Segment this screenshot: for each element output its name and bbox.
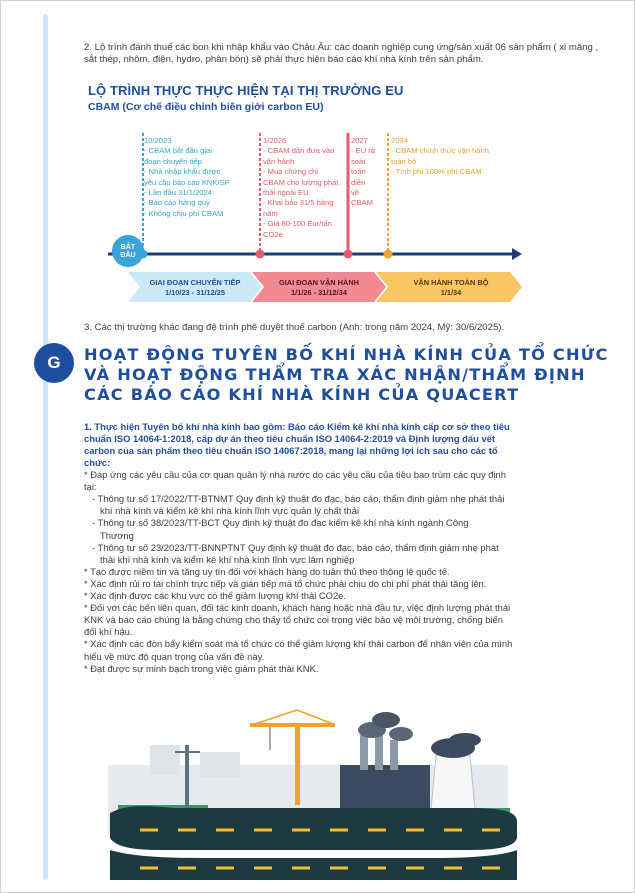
timeline-line: diện — [351, 177, 366, 187]
section-badge: G — [34, 343, 74, 383]
body-line: thải khí nhà kính và kiểm kê khí nhà kính lĩnh vực lâm nghiệp — [100, 553, 355, 565]
timeline-arrow-head — [512, 248, 522, 260]
timeline-line: về — [351, 188, 360, 198]
timeline-line: 2027 — [351, 136, 368, 145]
timeline-line: - EU rà — [351, 146, 376, 156]
section-title-line: HOẠT ĐỘNG TUYÊN BỐ KHÍ NHÀ KÍNH CỦA TỔ CHỨC — [84, 345, 609, 364]
timeline-line: - Khai báo 31/5 hàng — [263, 198, 334, 208]
phase-dates: 1/10/23 - 31/12/25 — [165, 288, 225, 297]
body-line: - Thông tư số 17/2022/TT-BTNMT Quy định kỹ thuật đo đạc, báo cáo, thẩm định giảm nhẹ phát thải — [92, 493, 505, 505]
timeline-column-2026 — [263, 136, 347, 240]
timeline-line: CBAM cho lượng phát — [263, 177, 339, 187]
timeline-line: 2034 — [391, 136, 408, 145]
timeline-line: CO2e — [263, 229, 283, 239]
timeline-column-2023 — [144, 136, 256, 219]
body-line: - Thông tư số 38/2023/TT-BCT Quy định kỹ thuật đo đạc kiểm kê khí nhà kính ngành Công — [92, 517, 469, 529]
phase-name: GIAI ĐOẠN VẬN HÀNH — [278, 278, 360, 287]
timeline-line: soát — [351, 156, 366, 166]
body-line: KNK và báo cáo chúng là bằng chứng cho thấy tổ chức coi trọng việc bảo vệ môi trường, chống biến — [84, 614, 503, 626]
timeline-dot-2027 — [344, 250, 353, 259]
timeline-line: - Báo cáo hàng quý — [144, 198, 210, 208]
roadmap-title: LỘ TRÌNH THỰC THỰC HIỆN TẠI THỊ TRƯỜNG EU — [88, 83, 404, 98]
timeline-line: toàn bộ — [391, 156, 417, 166]
body-line: * Xác định rủi ro tài chính trực tiếp và gián tiếp mà tổ chức phải chịu do chi phí phát thải tăng lên. — [84, 577, 487, 589]
factory-icon — [340, 765, 430, 815]
body-line: * Xác định các đòn bẩy kiểm soát mà tổ chức có thể giảm lượng khí thải carbon để nhân viên của mình — [84, 638, 513, 650]
roadmap-subtitle: CBAM (Cơ chế điều chỉnh biên giới carbon EU) — [88, 101, 324, 113]
timeline-line: - Giá 80-100 Eur/tấn — [263, 219, 332, 229]
timeline-line: CBAM — [351, 198, 373, 208]
timeline-line: - Nhà nhập khẩu được — [144, 167, 221, 177]
body-line: khí nhà kính và kiểm kê khí nhà kính lĩnh vực quản lý chất thải — [100, 505, 360, 517]
phase-label-operation — [264, 278, 374, 298]
body-line: - Thông tư số 23/2023/TT-BNNPTNT Quy định kỹ thuật đo đạc, báo cáo, thẩm định giảm nhẹ phát — [92, 541, 499, 553]
body-line: * Xác định được các khu vực có thể giảm lượng khí thải CO2e. — [84, 590, 346, 601]
body-line: Thương — [100, 529, 134, 541]
body-line: * Đối với các bên liên quan, đối tác kinh doanh, khách hàng hoặc nhà đầu tư, việc định lượng phát thải — [84, 602, 511, 614]
body-line: * Đáp ứng các yêu cầu của cơ quan quản lý nhà nước do các yêu cầu của tiêu bao trùm các quy định — [84, 469, 506, 480]
timeline-line: - Mua chứng chỉ — [263, 167, 318, 177]
phase-dates: 1/1/34 — [440, 288, 462, 297]
timeline-line: năm — [263, 208, 278, 218]
phase-name: VẬN HÀNH TOÀN BỘ — [413, 278, 489, 287]
timeline-line: yêu cầu báo cáo KNK/SP — [144, 177, 230, 187]
body-line: tại: — [84, 481, 97, 493]
intro-line: chức: — [84, 456, 111, 468]
timeline-dot-2026 — [256, 250, 265, 259]
phase-dates: 1/1/26 - 31/12/34 — [291, 288, 347, 297]
body-line: đổi khí hậu. — [84, 626, 133, 638]
timeline-line: thải ngoài EU — [263, 188, 309, 198]
note-3: 3. Các thị trường khác đang đệ trình phê duyệt thuế carbon (Anh: trong năm 2024, Mỹ: 30/6/2025). — [84, 322, 505, 333]
road-icon — [110, 806, 517, 850]
pylon-icon — [185, 745, 189, 815]
start-label: BẮT ĐẦU — [120, 244, 136, 259]
timeline-column-2027 — [351, 136, 387, 209]
timeline-column-2034 — [391, 136, 516, 178]
phase-name: GIAI ĐOẠN CHUYỂN TIẾP — [149, 278, 241, 287]
phase-label-transition — [140, 278, 250, 298]
section-intro — [84, 421, 599, 469]
timeline-line: - Tính phí 100% phí CBAM — [391, 167, 482, 177]
phase-label-full — [390, 278, 512, 298]
timeline-line: - CBAM bắt đầu giai — [144, 146, 212, 156]
timeline-line: - Lần đầu 31/1/2024 — [144, 188, 212, 198]
body-line: * Đạt được sự minh bạch trong việc giảm phát thải KNK. — [84, 662, 319, 674]
body-line: * Tạo được niềm tin và tăng uy tín đối với khách hàng do tuân thủ theo thông lệ quốc tế. — [84, 565, 450, 577]
crane-icon — [295, 725, 300, 805]
intro-line: carbon của sản phẩm theo tiêu chuẩn ISO 14067:2018, mang lại những lợi ích sau cho các tổ — [84, 444, 498, 456]
timeline-line: - Không chịu phí CBAM — [144, 208, 224, 218]
intro-line: 1. Thực hiện Tuyên bố khí nhà kính bao gồm: Báo cáo Kiểm kê khí nhà kính cấp cơ sở theo tiêu — [84, 421, 510, 432]
body-line: hiểu về mức độ quan trọng của vấn đề này. — [84, 650, 265, 662]
section-title-line: CÁC BÁO CÁO KHÍ NHÀ KÍNH CỦA QUACERT — [84, 385, 520, 404]
timeline-line: đoạn chuyển tiếp — [144, 156, 202, 166]
industry-illustration — [0, 690, 635, 890]
timeline-line: 10/2023 — [144, 136, 172, 145]
timeline-line: vận hành — [263, 156, 295, 166]
timeline-dot-2034 — [384, 250, 393, 259]
timeline-line: 1/2026 — [263, 136, 287, 145]
timeline-line: - CBAM dần đưa vào — [263, 146, 335, 156]
top-note: 2. Lộ trình đánh thuế các bon khi nhập khẩu vào Châu Âu: các doanh nghiệp cung ứng/sản xuất 06 sản phẩm ( xi măng , sắt thép, nhôm, điện, hydro, phân bón) sẽ phải thực hiện báo cáo khí nhà kính trên sản phẩm. — [84, 42, 599, 66]
timeline-line: toàn — [351, 167, 366, 177]
intro-line: chuẩn ISO 14064-1:2018, cấp dự án theo tiêu chuẩn ISO 14064-2:2019 và Định lượng dấu vết — [84, 432, 496, 444]
section-title-line: VÀ HOẠT ĐỘNG THẨM TRA XÁC NHẬN/THẨM ĐỊNH — [84, 365, 586, 384]
section-title — [84, 345, 614, 405]
timeline-line: - CBAM chính thức vận hành — [391, 146, 489, 156]
